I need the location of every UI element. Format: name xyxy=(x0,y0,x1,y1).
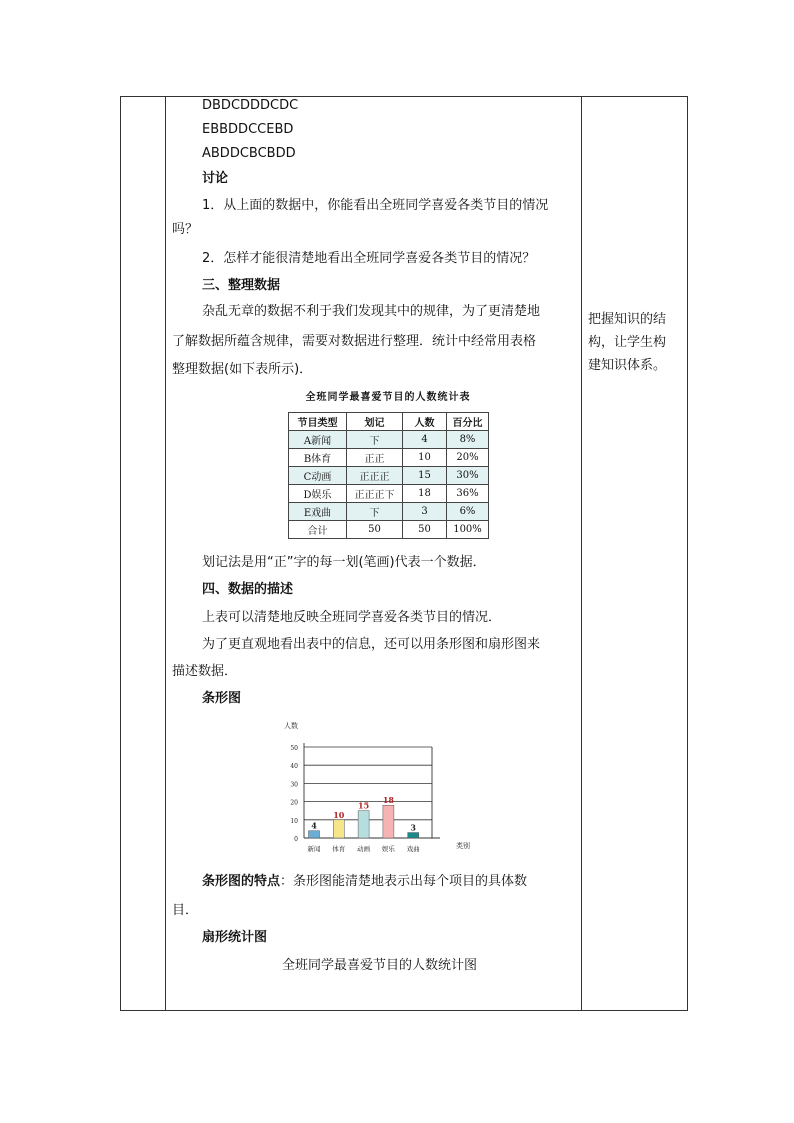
pie-chart-title: 全班同学最喜爱节目的人数统计图 xyxy=(282,958,478,973)
stat-table-title: 全班同学最喜爱节目的人数统计表 xyxy=(305,392,471,403)
bar-体育 xyxy=(333,820,344,838)
bar-value-label: 3 xyxy=(410,822,416,833)
table-cell: 8% xyxy=(447,431,489,449)
table-row xyxy=(289,431,489,449)
table-cell: 4 xyxy=(403,431,447,449)
table-cell: 30% xyxy=(447,467,489,485)
table-cell: 50 xyxy=(403,521,447,539)
table-cell: B体育 xyxy=(289,449,347,467)
side-note-line: 把握知识的结 xyxy=(588,312,667,327)
question-1-line-1: 1．从上面的数据中，你能看出全班同学喜爱各类节目的情况 xyxy=(202,198,549,213)
table-cell: 3 xyxy=(403,503,447,521)
table-cell: 36% xyxy=(447,485,489,503)
y-tick-label: 50 xyxy=(290,745,298,752)
data-line-1: DBDCDDDCDC xyxy=(202,98,299,113)
x-tick-label: 戏曲 xyxy=(406,845,420,853)
x-tick-label: 新闻 xyxy=(307,845,321,853)
side-note xyxy=(588,308,684,377)
table-cell: 下 xyxy=(347,431,403,449)
pie-chart-heading: 扇形统计图 xyxy=(202,930,268,945)
bar-chart xyxy=(282,720,482,860)
x-tick-label: 体育 xyxy=(332,845,346,853)
header-cell: 人数 xyxy=(403,413,447,431)
bar-feature-text: ：条形图能清楚地表示出每个项目的具体数 xyxy=(280,874,528,889)
tally-note xyxy=(202,553,486,573)
stat-table xyxy=(288,412,489,539)
y-tick-label: 0 xyxy=(294,836,298,843)
tally-note-text: 划记法是用“正”字的每一划(笔画)代表一个数据． xyxy=(202,555,486,570)
side-note-line: 构，让学生构 xyxy=(588,335,667,350)
table-cell: 50 xyxy=(347,521,403,539)
table-cell: 15 xyxy=(403,467,447,485)
section-3-para-line-1: 杂乱无章的数据不利于我们发现其中的规律，为了更清楚地 xyxy=(202,304,541,319)
section-4-heading: 四、数据的描述 xyxy=(202,582,294,597)
table-row xyxy=(289,467,489,485)
section-3-para-line-3: 整理数据(如下表所示)． xyxy=(172,362,313,377)
table-cell: 正正正下 xyxy=(347,485,403,503)
section-4-para-1: 上表可以清楚地反映全班同学喜爱各类节目的情况． xyxy=(202,610,502,625)
table-cell: E戏曲 xyxy=(289,503,347,521)
table-cell: A新闻 xyxy=(289,431,347,449)
table-row xyxy=(289,449,489,467)
bar-value-label: 10 xyxy=(333,809,345,820)
bar-chart-heading: 条形图 xyxy=(202,691,242,706)
table-row xyxy=(289,485,489,503)
table-cell: 合计 xyxy=(289,521,347,539)
table-cell: 正正 xyxy=(347,449,403,467)
table-cell: 100% xyxy=(447,521,489,539)
y-tick-label: 20 xyxy=(290,799,298,807)
table-cell: 18 xyxy=(403,485,447,503)
table-row xyxy=(289,503,489,521)
section-4-para-2-line-1: 为了更直观地看出表中的信息，还可以用条形图和扇形图来 xyxy=(202,637,541,652)
table-cell: 6% xyxy=(447,503,489,521)
bar-娱乐 xyxy=(383,805,394,838)
table-cell: 正正正 xyxy=(347,467,403,485)
table-cell: 下 xyxy=(347,503,403,521)
section-3-heading: 三、整理数据 xyxy=(202,278,281,293)
x-tick-label: 动画 xyxy=(357,845,371,853)
header-cell: 百分比 xyxy=(447,413,489,431)
data-line-3: ABDDCBCBDD xyxy=(202,146,296,161)
bar-value-label: 18 xyxy=(382,795,394,806)
table-cell: 20% xyxy=(447,449,489,467)
bar-动画 xyxy=(358,811,369,838)
table-row-total xyxy=(289,521,489,539)
bar-feature-line-2: 目． xyxy=(172,903,199,918)
column-divider-left xyxy=(165,96,166,1011)
stat-table-header-row xyxy=(289,413,489,431)
side-note-line: 建知识体系。 xyxy=(588,358,667,373)
y-axis-label: 人数 xyxy=(284,722,298,730)
question-2: 2．怎样才能很清楚地看出全班同学喜爱各类节目的情况？ xyxy=(202,251,536,266)
bar-戏曲 xyxy=(408,833,419,838)
bar-feature-label: 条形图的特点 xyxy=(202,874,281,889)
section-4-para-2-line-2: 描述数据． xyxy=(172,664,238,679)
discussion-heading: 讨论 xyxy=(202,171,229,186)
table-cell: 10 xyxy=(403,449,447,467)
header-cell: 划记 xyxy=(347,413,403,431)
bar-新闻 xyxy=(309,831,320,838)
x-axis-label: 类别 xyxy=(456,842,470,850)
section-3-para-line-2: 了解数据所蕴含规律，需要对数据进行整理．统计中经常用表格 xyxy=(172,334,537,349)
table-cell: D娱乐 xyxy=(289,485,347,503)
column-divider-right xyxy=(581,96,582,1011)
y-tick-label: 40 xyxy=(290,763,298,771)
table-cell: C动画 xyxy=(289,467,347,485)
bar-value-label: 15 xyxy=(358,800,370,811)
bar-value-label: 4 xyxy=(311,820,317,831)
y-tick-label: 10 xyxy=(290,817,298,825)
bar-feature-line-1 xyxy=(202,872,527,892)
header-cell: 节目类型 xyxy=(289,413,347,431)
x-tick-label: 娱乐 xyxy=(381,845,395,853)
data-line-2: EBBDDCCEBD xyxy=(202,122,294,137)
y-tick-label: 30 xyxy=(290,781,298,789)
question-1-line-2: 吗？ xyxy=(172,222,199,237)
